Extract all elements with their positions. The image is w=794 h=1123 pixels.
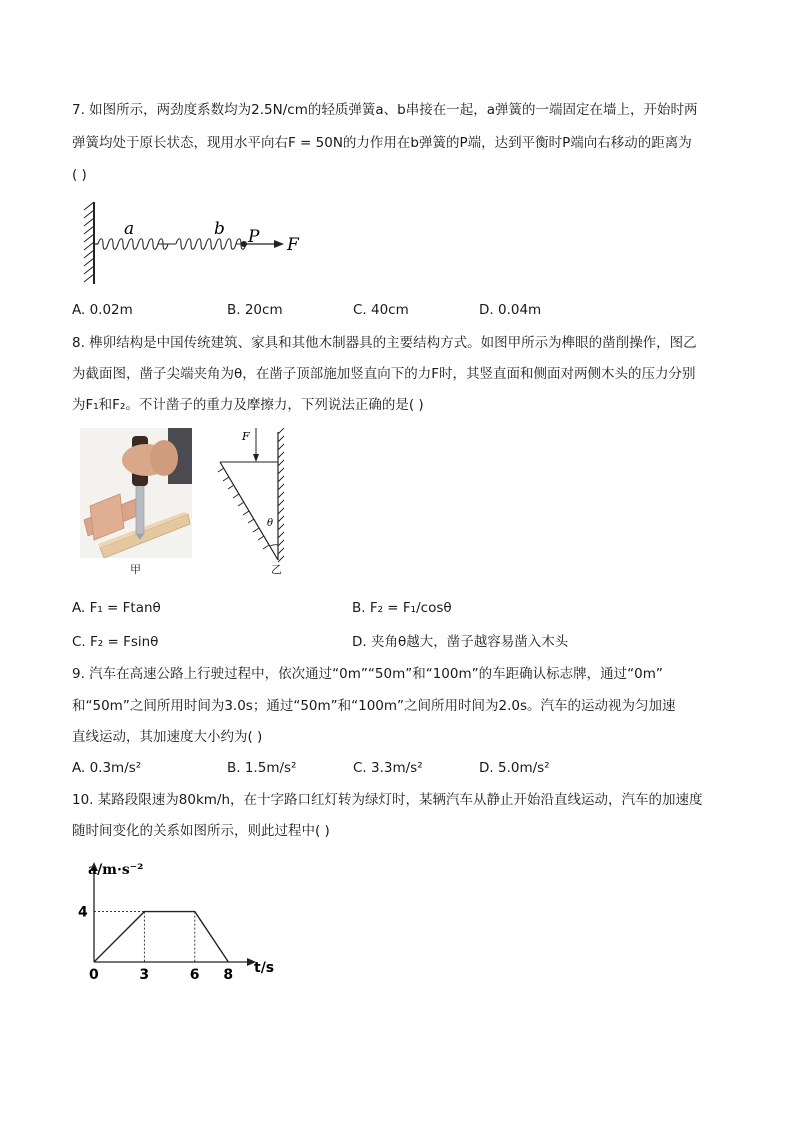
label-a: a — [124, 219, 135, 239]
q8-option-c: C. F₂ = Fsinθ — [72, 634, 159, 650]
q7-line2: 弹簧均处于原长状态，现用水平向右F = 50N的力作用在b弹簧的P端，达到平衡时P端向右移动的距离为 — [72, 135, 692, 151]
q9-option-b: B. 1.5m/s² — [227, 760, 297, 776]
q7-option-b: B. 20cm — [227, 302, 283, 318]
q10-line2: 随时间变化的关系如图所示，则此过程中( ) — [72, 823, 330, 839]
q8-line2: 为截面图，凿子尖端夹角为θ，在凿子顶部施加竖直向下的力F时，其竖直面和侧面对两侧木头的压力分别 — [72, 366, 696, 382]
spring-b — [176, 239, 246, 250]
q9-line2: 和“50m”之间所用时间为3.0s；通过“50m”和“100m”之间所用时间为2.0s。汽车的运动视为匀加速 — [72, 698, 676, 714]
y-tick-label: 4 — [78, 904, 88, 921]
q7-option-a: A. 0.02m — [72, 302, 133, 318]
x-tick-label: 6 — [189, 967, 200, 982]
chisel-photo — [80, 428, 192, 558]
q7-option-c: C. 40cm — [353, 302, 409, 318]
q8-option-b: B. F₂ = F₁/cosθ — [352, 600, 452, 616]
x-tick-label: 0 — [89, 967, 99, 982]
label-f: F — [287, 235, 299, 255]
label-yi: 乙 — [271, 563, 282, 576]
q8-option-d: D. 夹角θ越大，凿子越容易凿入木头 — [352, 634, 569, 650]
q9-option-c: C. 3.3m/s² — [353, 760, 423, 776]
spring-figure — [80, 198, 310, 288]
q7-option-d: D. 0.04m — [479, 302, 542, 318]
x-tick-label: 3 — [139, 967, 150, 982]
y-axis-label: a/m·s⁻² — [88, 862, 144, 878]
label-p: P — [248, 227, 260, 247]
label-theta: θ — [267, 518, 274, 529]
q8-line3: 为F₁和F₂。不计凿子的重力及摩擦力，下列说法正确的是( ) — [72, 397, 424, 413]
q10-line1: 10. 某路段限速为80km/h，在十字路口红灯转为绿灯时，某辆汽车从静止开始沿直线运动，汽车的加速度 — [72, 792, 703, 808]
acceleration-time-chart — [78, 852, 288, 982]
label-b: b — [214, 219, 225, 239]
x-tick-label: 8 — [223, 967, 234, 982]
chisel-section — [212, 428, 294, 578]
q9-option-d: D. 5.0m/s² — [479, 760, 550, 776]
q9-line1: 9. 汽车在高速公路上行驶过程中，依次通过“0m”“50m”和“100m”的车距确认标志牌，通过“0m” — [72, 666, 663, 682]
q7-line1: 7. 如图所示，两劲度系数均为2.5N/cm的轻质弹簧a、b串接在一起，a弹簧的一端固定在墙上，开始时两 — [72, 102, 698, 118]
q9-option-a: A. 0.3m/s² — [72, 760, 142, 776]
q7-line3: ( ) — [72, 167, 87, 183]
label-jia: 甲 — [130, 563, 141, 576]
wall-hatch — [84, 202, 94, 282]
q8-line1: 8. 榫卯结构是中国传统建筑、家具和其他木制器具的主要结构方式。如图甲所示为榫眼的凿削操作，图乙 — [72, 335, 697, 351]
x-axis-label: t/s — [254, 960, 275, 976]
label-f-section: F — [242, 430, 250, 443]
series-line — [94, 912, 228, 962]
q9-line3: 直线运动，其加速度大小约为( ) — [72, 729, 263, 745]
q8-option-a: A. F₁ = Ftanθ — [72, 600, 161, 616]
spring-a — [98, 239, 176, 250]
